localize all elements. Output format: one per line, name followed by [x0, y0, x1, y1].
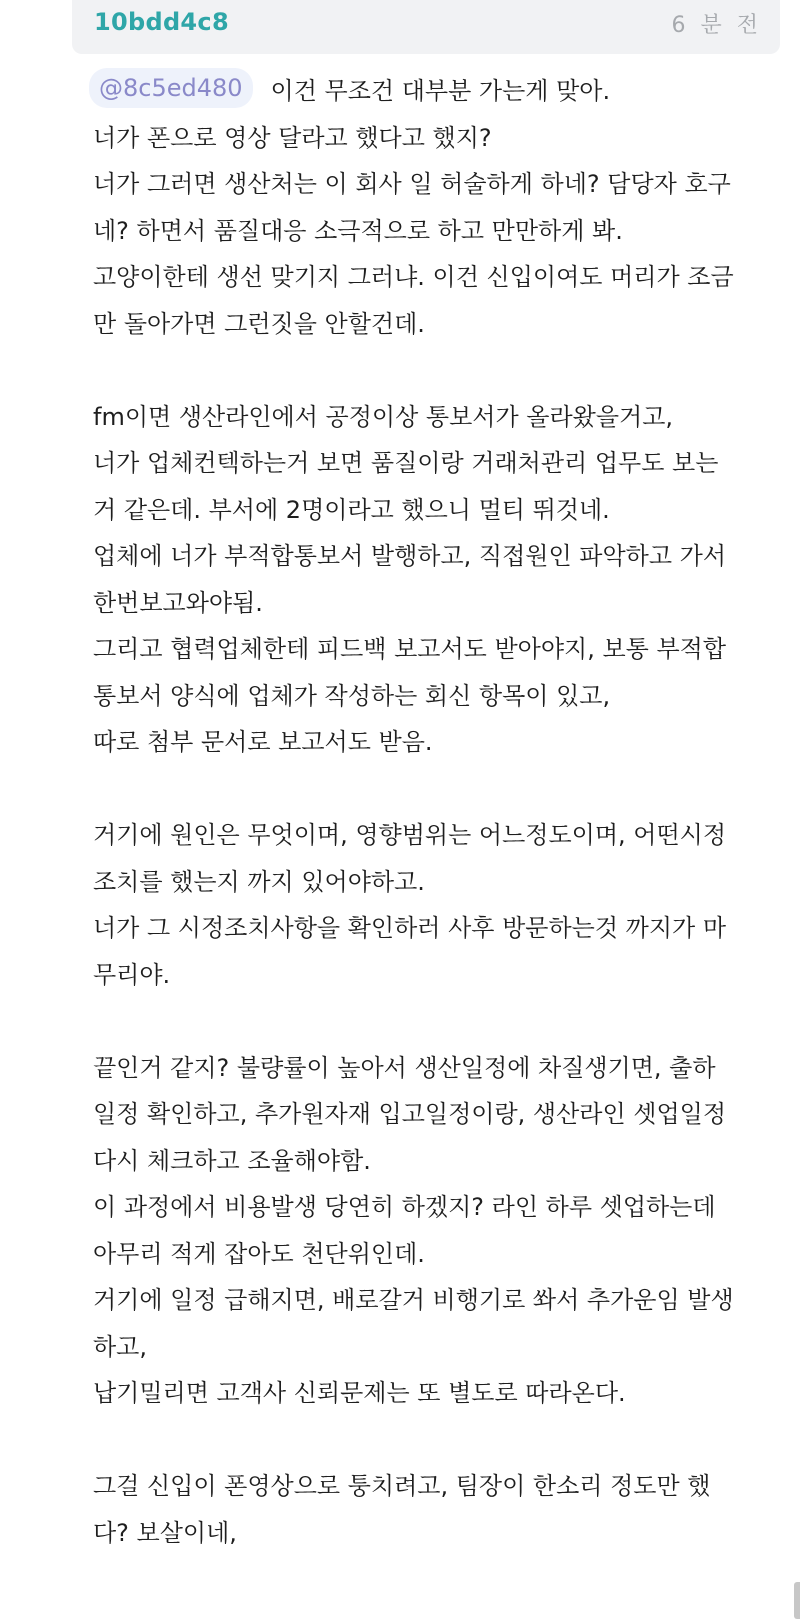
comment-line: 끝인거 같지? 불량률이 높아서 생산일정에 차질생기면, 출하 — [93, 1053, 716, 1082]
comment-line: 조치를 했는지 까지 있어야하고. — [93, 867, 425, 896]
comment-line: 그걸 신입이 폰영상으로 퉁치려고, 팀장이 한소리 정도만 했 — [93, 1472, 711, 1500]
paragraph-gap — [93, 998, 783, 1045]
comment-first-line — [93, 68, 783, 115]
scrollbar-thumb[interactable] — [794, 1582, 800, 1619]
comment-line: 거기에 원인은 무엇이며, 영향범위는 어느정도이며, 어떤시정 — [93, 821, 727, 849]
paragraph-gap — [93, 347, 783, 394]
comment-line: 고양이한테 생선 맞기지 그러냐. 이건 신입이여도 머리가 조금 — [93, 263, 734, 291]
comment-line: 거기에 일정 급해지면, 배로갈거 비행기로 쏴서 추가운임 발생 — [93, 1286, 734, 1314]
comment-line: 통보서 양식에 업체가 작성하는 회신 항목이 있고, — [93, 681, 611, 710]
comment-line: 거 같은데. 부서에 2명이라고 했으니 멀티 뛰것네. — [93, 495, 610, 524]
comment-line: 이 과정에서 비용발생 당연히 하겠지? 라인 하루 셋업하는데 — [93, 1193, 716, 1221]
comment-line: 너가 폰으로 영상 달라고 했다고 했지? — [93, 123, 492, 152]
comment-author[interactable]: 10bdd4c8 — [94, 8, 229, 36]
comment-timestamp: 6 분 전 — [671, 13, 762, 38]
comment-line: 너가 업체컨텍하는거 보면 품질이랑 거래처관리 업무도 보는 — [93, 449, 719, 477]
comment-line: 너가 그 시정조치사항을 확인하러 사후 방문하는것 까지가 마 — [93, 914, 727, 942]
comment-line: fm이면 생산라인에서 공정이상 통보서가 올라왔을거고, — [93, 402, 674, 431]
comment-line: 일정 확인하고, 추가원자재 입고일정이랑, 생산라인 셋업일정 — [93, 1100, 727, 1128]
comment-line: 무리야. — [93, 960, 171, 989]
comment-header — [72, 0, 780, 54]
comment-line: 다시 체크하고 조율해야함. — [93, 1146, 371, 1175]
comment-line: 업체에 너가 부적합통보서 발행하고, 직접원인 파악하고 가서 — [93, 542, 727, 570]
comment-line: 너가 그러면 생산처는 이 회사 일 허술하게 하네? 담당자 호구 — [93, 170, 731, 198]
comment-line: 그리고 협력업체한테 피드백 보고서도 받아야지, 보통 부적합 — [93, 635, 727, 663]
comment-line: 네? 하면서 품질대응 소극적으로 하고 만만하게 봐. — [93, 216, 623, 245]
comment-line: 따로 첨부 문서로 보고서도 받음. — [93, 728, 433, 756]
comment-line: 다? 보살이네, — [93, 1518, 237, 1547]
comment-line: 납기밀리면 고객사 신뢰문제는 또 별도로 따라온다. — [93, 1379, 626, 1407]
paragraph-gap — [93, 766, 783, 813]
mention-tag[interactable]: @8c5ed480 — [89, 68, 253, 108]
comment-line: 만 돌아가면 그런짓을 안할건데. — [93, 309, 425, 338]
comment-line: 하고, — [93, 1332, 147, 1361]
paragraph-gap — [93, 1417, 783, 1464]
comment-body — [93, 68, 783, 1556]
comment-line: 한번보고와야됨. — [93, 588, 263, 617]
comment-line: 아무리 적게 잡아도 천단위인데. — [93, 1239, 425, 1268]
comment-first-line-text: 이건 무조건 대부분 가는게 맞아. — [270, 77, 611, 105]
